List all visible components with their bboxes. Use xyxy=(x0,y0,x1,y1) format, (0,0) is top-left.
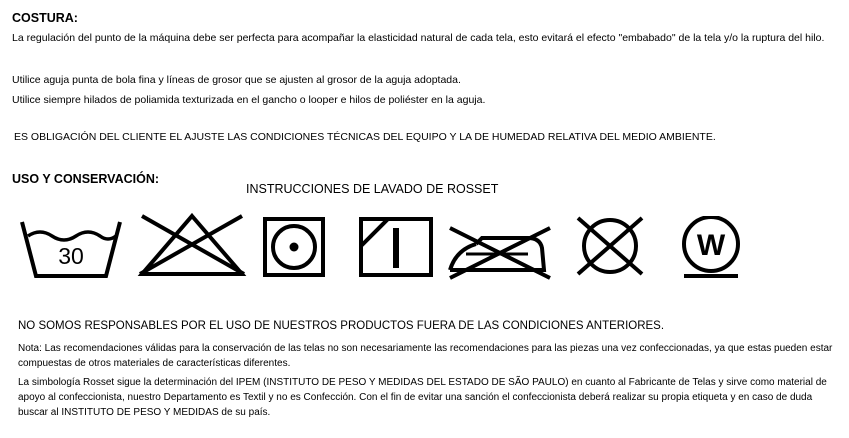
costura-paragraph-3: Utilice siempre hilados de poliamida texturizada en el gancho o looper e hilos de poliéster en la aguja. xyxy=(12,94,486,106)
professional-wet-clean-letter: W xyxy=(696,229,726,262)
no-dry-clean-icon xyxy=(570,214,650,278)
nota-paragraph: Nota: Las recomendaciones válidas para la conservación de las telas no son necesariamente las recomendaciones para las piezas una vez confeccionadas, ya que estas pueden estar compuestas de otros materiales de características diferentes. xyxy=(18,343,833,369)
responsabilidad-notice: NO SOMOS RESPONSABLES POR EL USO DE NUESTROS PRODUCTOS FUERA DE LAS CONDICIONES ANTERIORES. xyxy=(18,320,665,332)
costura-paragraph-1: La regulación del punto de la máquina debe ser perfecta para acompañar la elasticidad natural de cada tela, esto evitará el efecto "embabado" de la tela y/o la ruptura del hilo. xyxy=(12,32,825,44)
professional-wet-clean-icon xyxy=(676,216,746,280)
no-iron-icon xyxy=(446,224,556,280)
no-bleach-icon xyxy=(136,212,248,278)
tumble-dry-low-icon xyxy=(262,216,326,278)
uso-heading: USO Y CONSERVACIÓN: xyxy=(12,172,160,186)
costura-heading: COSTURA: xyxy=(12,11,78,25)
wash-30-icon xyxy=(18,216,124,280)
wash-temp-label: 30 xyxy=(58,243,84,269)
simbologia-paragraph: La simbología Rosset sigue la determinación del IPEM (INSTITUTO DE PESO Y MEDIDAS DEL ESTADO DE SÃO PAULO) en cuanto al Fabricante de Telas y sirve como material de apoyo al confeccionista, nuestro Departamento es Textil y no es Confección. Con el fin de evitar una sanción el confeccionista deberá realizar su propia etiqueta y en caso de duda buscar al INSTITUTO DE PESO Y MEDIDAS de su país. xyxy=(18,377,827,418)
drip-dry-shade-icon xyxy=(358,216,434,278)
instrucciones-title: INSTRUCCIONES DE LAVADO DE ROSSET xyxy=(246,182,499,196)
obligacion-notice: ES OBLIGACIÓN DEL CLIENTE EL AJUSTE LAS CONDICIONES TÉCNICAS DEL EQUIPO Y LA DE HUMEDAD RELATIVA DEL MEDIO AMBIENTE. xyxy=(14,131,716,143)
costura-paragraph-2: Utilice aguja punta de bola fina y líneas de grosor que se ajusten al grosor de la aguja adoptada. xyxy=(12,74,461,86)
